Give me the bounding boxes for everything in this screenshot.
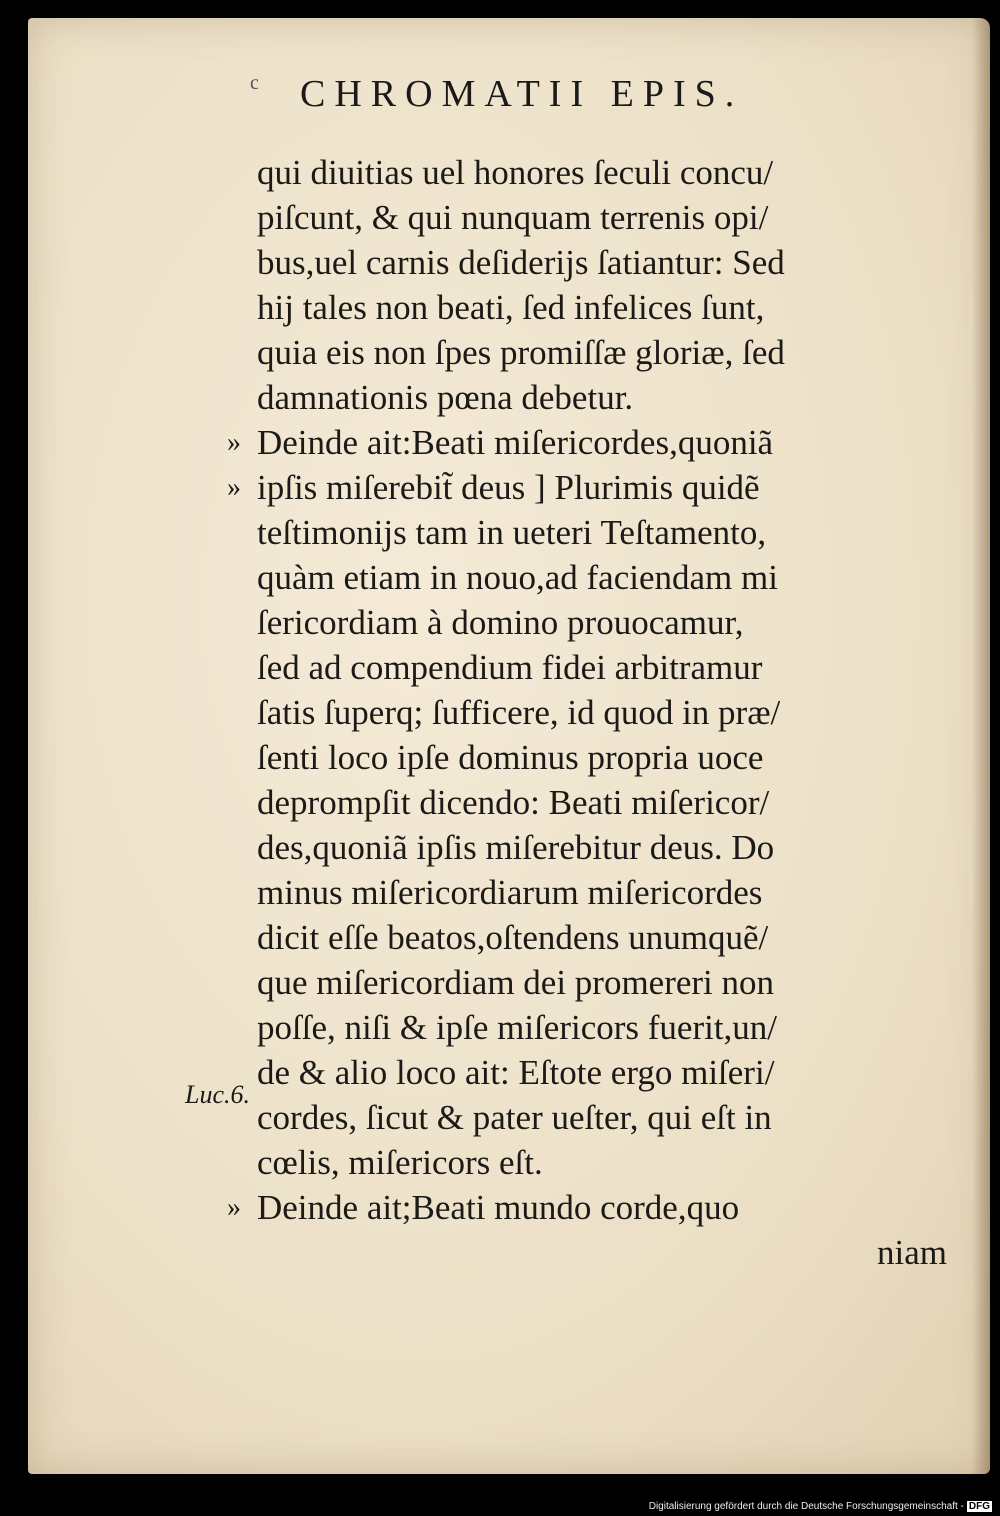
line-text: bus,uel carnis deſiderijs ſatiantur: Sed xyxy=(257,243,785,282)
text-line xyxy=(257,690,947,735)
line-text: ſed ad compendium fidei arbitramur xyxy=(257,648,763,687)
text-line xyxy=(257,645,947,690)
line-text: que miſericordiam dei promereri non xyxy=(257,963,775,1002)
line-text: de & alio loco ait: Eſtote ergo miſeri/ xyxy=(257,1053,775,1092)
line-text: ipſis miſerebit̃ deus ] Plurimis quidẽ xyxy=(257,468,760,507)
text-line xyxy=(257,1230,947,1275)
text-line xyxy=(227,465,947,510)
text-line xyxy=(257,510,947,555)
margin-note: Luc.6. xyxy=(185,1080,250,1109)
line-text: Deinde ait:Beati miſericordes,quoniã xyxy=(257,423,774,462)
line-text: damnationis pœna debetur. xyxy=(257,378,634,417)
text-line xyxy=(257,780,947,825)
text-line xyxy=(257,555,947,600)
line-text: niam xyxy=(877,1233,947,1272)
line-text: cordes, ſicut & pater ueſter, qui eſt in xyxy=(257,1098,772,1137)
line-text: hij tales non beati, ſed infelices ſunt, xyxy=(257,288,765,327)
line-marker: » xyxy=(227,472,241,503)
text-line xyxy=(257,825,947,870)
line-text: cœlis, miſericors eſt. xyxy=(257,1143,543,1182)
text-line xyxy=(257,285,947,330)
line-text: quia eis non ſpes promiſſæ gloriæ, ſed xyxy=(257,333,785,372)
text-line xyxy=(257,1005,947,1050)
text-line xyxy=(257,1140,947,1185)
line-text: teſtimonijs tam in ueteri Teſtamento, xyxy=(257,513,767,552)
line-text: minus miſericordiarum miſericordes xyxy=(257,873,763,912)
text-line xyxy=(257,1095,947,1140)
text-line xyxy=(257,195,947,240)
text-line xyxy=(257,375,947,420)
line-text: quàm etiam in nouo,ad faciendam mi xyxy=(257,558,778,597)
line-text: ſericordiam à domino prouocamur, xyxy=(257,603,744,642)
page-edge-shadow xyxy=(972,18,990,1474)
text-line xyxy=(257,600,947,645)
line-text: qui diuitias uel honores ſeculi concu/ xyxy=(257,153,774,192)
footer-text: Digitalisierung gefördert durch die Deutsche Forschungsgemeinschaft - xyxy=(648,1501,964,1512)
line-text: deprompſit dicendo: Beati miſericor/ xyxy=(257,783,770,822)
dfg-logo: DFG xyxy=(968,1501,990,1512)
running-header: CHROMATII EPIS. xyxy=(300,73,744,115)
corner-mark: c xyxy=(250,72,259,94)
line-text: des,quoniã ipſis miſerebitur deus. Do xyxy=(257,828,775,867)
line-marker: » xyxy=(227,427,241,458)
line-text: dicit eſſe beatos,oſtendens unumquẽ/ xyxy=(257,918,769,957)
text-line xyxy=(257,870,947,915)
line-text: piſcunt, & qui nunquam terrenis opi/ xyxy=(257,198,769,237)
text-line xyxy=(257,150,947,195)
text-line xyxy=(227,1185,947,1230)
body-text xyxy=(227,150,947,1275)
line-marker: » xyxy=(227,1192,241,1223)
text-line xyxy=(257,960,947,1005)
footer-credit xyxy=(649,1501,992,1512)
line-text: Deinde ait;Beati mundo corde,quo xyxy=(257,1188,740,1227)
line-text: ſatis ſuperq; ſufficere, id quod in præ/ xyxy=(257,693,781,732)
text-line xyxy=(227,420,947,465)
line-text: ſenti loco ipſe dominus propria uoce xyxy=(257,738,764,777)
text-line xyxy=(257,240,947,285)
text-line xyxy=(257,1050,947,1095)
text-line xyxy=(257,915,947,960)
text-line xyxy=(257,735,947,780)
line-text: poſſe, niſi & ipſe miſericors fuerit,un/ xyxy=(257,1008,778,1047)
text-line xyxy=(257,330,947,375)
